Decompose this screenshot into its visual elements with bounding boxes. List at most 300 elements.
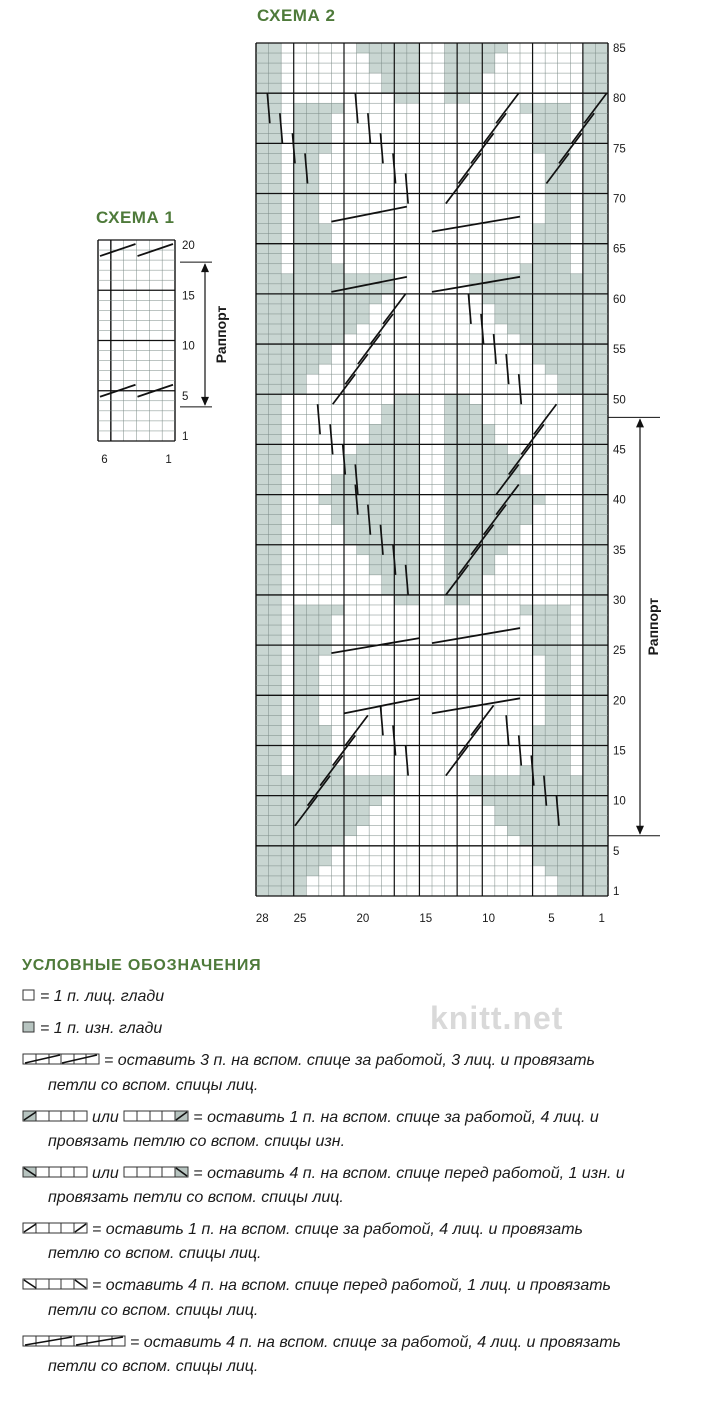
purl-cell	[306, 204, 319, 214]
purl-cell	[545, 645, 558, 655]
purl-cell	[331, 816, 344, 826]
purl-cell	[269, 725, 282, 735]
purl-cell	[507, 796, 520, 806]
purl-cell	[533, 495, 546, 505]
purl-cell	[595, 535, 608, 545]
purl-cell	[269, 846, 282, 856]
purl-cell	[558, 113, 571, 123]
rapport-arrow-up-icon	[636, 418, 644, 427]
purl-cell	[595, 876, 608, 886]
purl-cell	[545, 675, 558, 685]
schema2-col-label: 25	[293, 913, 307, 925]
purl-cell	[306, 705, 319, 715]
purl-cell	[583, 354, 596, 364]
purl-cell	[294, 204, 307, 214]
purl-cell	[533, 294, 546, 304]
purl-cell	[382, 515, 395, 525]
purl-cell	[407, 495, 420, 505]
purl-cell	[545, 695, 558, 705]
purl-cell	[306, 816, 319, 826]
purl-cell	[256, 745, 269, 755]
purl-cell	[545, 214, 558, 224]
purl-cell	[256, 806, 269, 816]
purl-cell	[394, 424, 407, 434]
purl-cell	[369, 565, 382, 575]
purl-cell	[545, 304, 558, 314]
purl-cell	[545, 183, 558, 193]
purl-cell	[294, 324, 307, 334]
schema2-row-label: 10	[613, 795, 626, 808]
purl-cell	[595, 846, 608, 856]
purl-cell	[470, 585, 483, 595]
purl-cell	[331, 103, 344, 113]
purl-cell	[533, 635, 546, 645]
schema1-row-label: 1	[182, 430, 189, 443]
purl-cell	[331, 776, 344, 786]
purl-cell	[306, 123, 319, 133]
purl-cell	[595, 83, 608, 93]
purl-cell	[445, 424, 458, 434]
purl-cell	[369, 53, 382, 63]
purl-cell	[533, 274, 546, 284]
purl-cell	[558, 846, 571, 856]
purl-cell	[495, 284, 508, 294]
purl-cell	[583, 545, 596, 555]
purl-cell	[407, 394, 420, 404]
schema2-row-label: 60	[613, 293, 626, 306]
legend	[22, 985, 702, 1387]
schema2-col-label: 15	[419, 913, 433, 925]
purl-cell	[558, 344, 571, 354]
purl-cell	[256, 715, 269, 725]
purl-cell	[570, 364, 583, 374]
purl-cell	[470, 424, 483, 434]
purl-cell	[394, 93, 407, 103]
purl-cell	[570, 776, 583, 786]
purl-cell	[583, 715, 596, 725]
purl-cell	[319, 846, 332, 856]
purl-cell	[319, 354, 332, 364]
purl-cell	[331, 264, 344, 274]
purl-cell	[256, 725, 269, 735]
purl-cell	[533, 605, 546, 615]
purl-cell	[457, 83, 470, 93]
purl-cell	[407, 414, 420, 424]
purl-cell	[281, 284, 294, 294]
purl-cell	[294, 173, 307, 183]
purl-cell	[520, 284, 533, 294]
purl-cell	[394, 555, 407, 565]
purl-cell	[558, 183, 571, 193]
purl-cell	[256, 485, 269, 495]
purl-cell	[281, 856, 294, 866]
purl-cell	[545, 635, 558, 645]
purl-cell	[558, 766, 571, 776]
purl-cell	[533, 806, 546, 816]
purl-cell	[595, 73, 608, 83]
schema2-row-label: 30	[613, 594, 626, 607]
purl-cell	[357, 454, 370, 464]
purl-cell	[306, 324, 319, 334]
purl-cell	[256, 224, 269, 234]
purl-cell	[382, 495, 395, 505]
purl-cell	[294, 866, 307, 876]
purl-cell	[482, 454, 495, 464]
purl-cell	[470, 274, 483, 284]
purl-cell	[470, 73, 483, 83]
purl-cell	[256, 565, 269, 575]
purl-cell	[457, 535, 470, 545]
purl-cell	[583, 625, 596, 635]
purl-cell	[281, 776, 294, 786]
purl-cell	[306, 113, 319, 123]
purl-cell	[294, 143, 307, 153]
purl-cell	[595, 695, 608, 705]
purl-cell	[595, 675, 608, 685]
purl-cell	[331, 294, 344, 304]
purl-cell	[545, 816, 558, 826]
purl-cell	[306, 745, 319, 755]
purl-cell	[595, 234, 608, 244]
purl-cell	[319, 324, 332, 334]
purl-cell	[357, 515, 370, 525]
purl-cell	[394, 545, 407, 555]
purl-cell	[269, 665, 282, 675]
purl-cell	[595, 826, 608, 836]
purl-cell	[545, 344, 558, 354]
purl-cell	[382, 53, 395, 63]
purl-cell	[294, 244, 307, 254]
purl-cell	[470, 565, 483, 575]
purl-cell	[306, 735, 319, 745]
purl-cell	[382, 414, 395, 424]
purl-cell	[595, 685, 608, 695]
purl-cell	[533, 234, 546, 244]
purl-cell	[281, 826, 294, 836]
purl-cell	[256, 585, 269, 595]
purl-cell	[545, 776, 558, 786]
purl-cell	[294, 735, 307, 745]
purl-cell	[269, 434, 282, 444]
purl-cell	[520, 816, 533, 826]
purl-cell	[545, 103, 558, 113]
purl-cell	[256, 555, 269, 565]
schema2-col-label: 20	[356, 913, 370, 925]
purl-cell	[306, 695, 319, 705]
purl-cell	[520, 103, 533, 113]
purl-cell	[595, 836, 608, 846]
purl-cell	[256, 846, 269, 856]
purl-cell	[457, 525, 470, 535]
purl-cell	[407, 505, 420, 515]
purl-cell	[470, 434, 483, 444]
purl-cell	[382, 505, 395, 515]
purl-cell	[520, 274, 533, 284]
schema1-chart	[98, 240, 229, 466]
purl-cell	[470, 404, 483, 414]
legend-title: УСЛОВНЫЕ ОБОЗНАЧЕНИЯ	[22, 957, 262, 974]
purl-cell	[294, 756, 307, 766]
purl-cell	[306, 214, 319, 224]
purl-cell	[331, 796, 344, 806]
purl-cell	[583, 766, 596, 776]
purl-cell	[583, 53, 596, 63]
purl-cell	[445, 595, 458, 605]
purl-cell	[294, 294, 307, 304]
purl-cell	[269, 786, 282, 796]
purl-cell	[357, 545, 370, 555]
purl-cell	[583, 194, 596, 204]
purl-cell	[382, 535, 395, 545]
purl-cell	[382, 424, 395, 434]
purl-cell	[583, 264, 596, 274]
purl-cell	[331, 786, 344, 796]
purl-cell	[281, 876, 294, 886]
purl-cell	[583, 424, 596, 434]
purl-cell	[457, 454, 470, 464]
purl-cell	[269, 806, 282, 816]
purl-cell	[445, 545, 458, 555]
purl-cell	[457, 414, 470, 424]
purl-cell	[457, 464, 470, 474]
purl-cell	[331, 826, 344, 836]
purl-cell	[545, 665, 558, 675]
purl-cell	[269, 615, 282, 625]
purl-cell	[545, 274, 558, 284]
purl-cell	[545, 133, 558, 143]
purl-cell	[533, 816, 546, 826]
purl-cell	[256, 675, 269, 685]
purl-cell	[545, 284, 558, 294]
purl-cell	[595, 475, 608, 485]
purl-cell	[595, 264, 608, 274]
purl-cell	[344, 806, 357, 816]
purl-cell	[457, 394, 470, 404]
purl-cell	[595, 645, 608, 655]
purl-cell	[583, 485, 596, 495]
purl-cell	[256, 364, 269, 374]
purl-cell	[331, 475, 344, 485]
purl-cell	[306, 776, 319, 786]
purl-cell	[306, 254, 319, 264]
purl-cell	[482, 565, 495, 575]
purl-cell	[570, 876, 583, 886]
purl-cell	[470, 505, 483, 515]
purl-cell	[545, 194, 558, 204]
cable-1-4-purl-alt-icon	[123, 1106, 189, 1130]
purl-cell	[558, 364, 571, 374]
purl-cell	[545, 113, 558, 123]
purl-cell	[457, 73, 470, 83]
purl-cell	[319, 344, 332, 354]
purl-cell	[583, 324, 596, 334]
purl-cell	[558, 354, 571, 364]
purl-cell	[269, 756, 282, 766]
purl-cell	[570, 866, 583, 876]
purl-cell	[558, 615, 571, 625]
purl-cell	[545, 354, 558, 364]
purl-cell	[369, 535, 382, 545]
purl-cell	[583, 384, 596, 394]
purl-cell	[306, 615, 319, 625]
purl-cell	[269, 655, 282, 665]
purl-cell	[507, 304, 520, 314]
purl-cell	[394, 575, 407, 585]
purl-cell	[281, 274, 294, 284]
purl-cell	[583, 434, 596, 444]
purl-cell	[281, 344, 294, 354]
purl-cell	[520, 786, 533, 796]
purl-cell	[357, 796, 370, 806]
purl-cell	[457, 444, 470, 454]
purl-cell	[583, 153, 596, 163]
watermark: knitt.net	[430, 1000, 564, 1036]
purl-cell	[558, 886, 571, 896]
purl-cell	[583, 314, 596, 324]
purl-cell	[382, 404, 395, 414]
purl-cell	[545, 725, 558, 735]
purl-cell	[558, 133, 571, 143]
purl-cell	[269, 83, 282, 93]
purl-cell	[256, 414, 269, 424]
purl-cell	[595, 585, 608, 595]
purl-cell	[281, 314, 294, 324]
purl-cell	[394, 394, 407, 404]
purl-cell	[319, 113, 332, 123]
purl-cell	[369, 796, 382, 806]
purl-cell	[269, 284, 282, 294]
purl-cell	[520, 314, 533, 324]
purl-cell	[595, 806, 608, 816]
purl-cell	[306, 866, 319, 876]
purl-cell	[369, 43, 382, 53]
purl-cell	[595, 63, 608, 73]
purl-cell	[269, 143, 282, 153]
purl-cell	[482, 444, 495, 454]
purl-cell	[256, 826, 269, 836]
purl-cell	[533, 224, 546, 234]
purl-cell	[256, 786, 269, 796]
purl-cell	[269, 595, 282, 605]
purl-cell	[331, 314, 344, 324]
purl-cell	[583, 796, 596, 806]
purl-cell	[331, 334, 344, 344]
purl-cell	[294, 224, 307, 234]
purl-cell	[583, 43, 596, 53]
purl-cell	[533, 314, 546, 324]
purl-cell	[269, 575, 282, 585]
purl-cell	[570, 826, 583, 836]
purl-cell	[269, 324, 282, 334]
purl-cell	[595, 735, 608, 745]
purl-cell	[256, 685, 269, 695]
purl-cell	[482, 545, 495, 555]
purl-cell	[369, 294, 382, 304]
purl-cell	[256, 796, 269, 806]
purl-cell	[570, 796, 583, 806]
purl-cell	[357, 786, 370, 796]
purl-cell	[457, 505, 470, 515]
purl-cell	[269, 274, 282, 284]
purl-cell	[319, 103, 332, 113]
purl-cell	[495, 796, 508, 806]
purl-cell	[470, 495, 483, 505]
purl-cell	[595, 274, 608, 284]
purl-cell	[482, 485, 495, 495]
purl-cell	[495, 304, 508, 314]
purl-cell	[306, 655, 319, 665]
purl-cell	[319, 615, 332, 625]
purl-cell	[595, 545, 608, 555]
purl-cell	[294, 254, 307, 264]
purl-cell	[306, 163, 319, 173]
purl-cell	[470, 525, 483, 535]
purl-cell	[319, 143, 332, 153]
purl-cell	[558, 675, 571, 685]
purl-cell	[344, 816, 357, 826]
purl-cell	[407, 535, 420, 545]
purl-cell	[495, 464, 508, 474]
purl-cell	[520, 495, 533, 505]
purl-cell	[294, 675, 307, 685]
purl-cell	[357, 816, 370, 826]
purl-cell	[595, 595, 608, 605]
purl-cell	[545, 143, 558, 153]
purl-cell	[382, 444, 395, 454]
schema2-row-label: 85	[613, 43, 626, 56]
purl-cell	[457, 424, 470, 434]
purl-cell	[595, 153, 608, 163]
purl-cell	[256, 705, 269, 715]
purl-cell	[294, 374, 307, 384]
purl-cell	[558, 264, 571, 274]
purl-cell	[520, 806, 533, 816]
purl-cell	[533, 745, 546, 755]
purl-cell	[281, 324, 294, 334]
purl-cell	[294, 665, 307, 675]
purl-cell	[269, 204, 282, 214]
purl-cell	[269, 294, 282, 304]
purl-cell	[457, 53, 470, 63]
purl-cell	[294, 354, 307, 364]
purl-cell	[294, 846, 307, 856]
purl-cell	[457, 434, 470, 444]
purl-cell	[558, 745, 571, 755]
purl-cell	[520, 475, 533, 485]
purl-cell	[331, 274, 344, 284]
purl-cell	[545, 836, 558, 846]
purl-cell	[382, 525, 395, 535]
purl-cell	[331, 495, 344, 505]
schema2-row-label: 20	[613, 695, 626, 708]
schema1-rapport-label: Раппорт	[213, 305, 229, 364]
rapport-arrow-up-icon	[201, 263, 209, 272]
purl-cell	[294, 886, 307, 896]
purl-cell	[407, 404, 420, 414]
purl-cell	[583, 725, 596, 735]
purl-cell	[583, 675, 596, 685]
purl-cell	[256, 735, 269, 745]
purl-cell	[407, 53, 420, 63]
purl-cell	[394, 535, 407, 545]
purl-cell	[558, 725, 571, 735]
purl-cell	[382, 485, 395, 495]
purl-cell	[583, 83, 596, 93]
purl-cell	[595, 113, 608, 123]
purl-cell	[269, 735, 282, 745]
purl-cell	[256, 475, 269, 485]
purl-cell	[319, 234, 332, 244]
